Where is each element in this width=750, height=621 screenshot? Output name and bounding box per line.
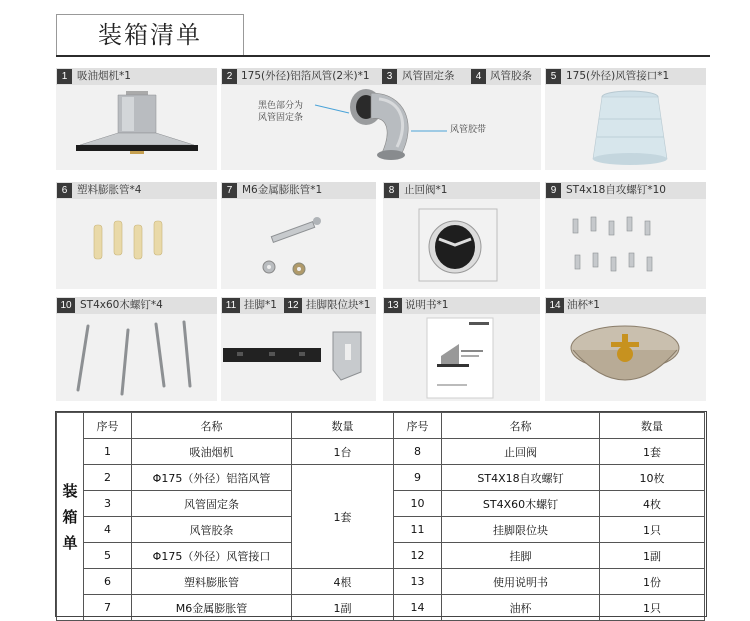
item-number-badge: 1 bbox=[57, 69, 72, 84]
item-cell-metal-anchor bbox=[221, 182, 376, 289]
cell-index: 13 bbox=[394, 569, 442, 595]
plastic-anchors-image bbox=[56, 199, 217, 289]
cell-index: 12 bbox=[394, 543, 442, 569]
cell-name: 使用说明书 bbox=[442, 569, 600, 595]
item-number-badge: 13 bbox=[384, 298, 402, 313]
cell-index: 6 bbox=[84, 569, 132, 595]
item-cell-duct bbox=[221, 68, 541, 170]
item-caption-bar bbox=[383, 297, 540, 314]
item-caption: M6金属膨胀管*1 bbox=[242, 184, 323, 196]
cell-index: 2 bbox=[84, 465, 132, 491]
header-qty: 数量 bbox=[600, 413, 705, 439]
cell-name: Φ175（外径）风管接口 bbox=[132, 543, 292, 569]
item-cell-wood-screws bbox=[56, 297, 217, 401]
item-cell-self-tapping-screws bbox=[545, 182, 706, 289]
cell-name: 塑料膨胀管 bbox=[132, 569, 292, 595]
item-number-badge: 5 bbox=[546, 69, 561, 84]
table-row bbox=[57, 595, 705, 621]
item-caption-bar bbox=[545, 182, 706, 199]
duct-connector-image bbox=[545, 85, 706, 170]
item-cell-oil-cup bbox=[545, 297, 706, 401]
item-number-badge: 4 bbox=[471, 69, 486, 84]
cell-name: ST4X60木螺钉 bbox=[442, 491, 600, 517]
item-caption: 油杯*1 bbox=[567, 299, 600, 311]
cell-index: 3 bbox=[84, 491, 132, 517]
packing-list-side-label: 装 箱 单 bbox=[57, 413, 84, 621]
title-box bbox=[56, 14, 244, 56]
item-cell-duct-connector bbox=[545, 68, 706, 170]
packing-list-table bbox=[56, 412, 705, 621]
item-caption: 吸油烟机*1 bbox=[77, 70, 131, 82]
cell-index: 5 bbox=[84, 543, 132, 569]
header-name: 名称 bbox=[132, 413, 292, 439]
item-caption: 止回阀*1 bbox=[404, 184, 448, 196]
cell-name: 挂脚限位块 bbox=[442, 517, 600, 543]
header-qty: 数量 bbox=[292, 413, 394, 439]
item-number-badge: 14 bbox=[546, 298, 564, 313]
item-caption-bar bbox=[221, 182, 376, 199]
cell-qty: 1台 bbox=[292, 439, 394, 465]
page-title: 装箱清单 bbox=[98, 21, 202, 49]
cell-name: 挂脚 bbox=[442, 543, 600, 569]
duct-image bbox=[221, 85, 541, 170]
oil-cup-image bbox=[545, 314, 706, 401]
item-caption-bar bbox=[545, 68, 706, 85]
item-caption: 175(外径)铝箔风管(2米)*1 bbox=[241, 70, 370, 82]
wood-screws-image bbox=[56, 314, 217, 401]
item-caption-bar bbox=[545, 297, 706, 314]
metal-anchor-image bbox=[221, 199, 376, 289]
table-row bbox=[57, 569, 705, 595]
cell-qty: 1副 bbox=[600, 543, 705, 569]
table-row bbox=[57, 439, 705, 465]
self-tapping-screws-image bbox=[545, 199, 706, 289]
item-number-badge: 11 bbox=[222, 298, 240, 313]
cell-qty-merged: 1套 bbox=[292, 465, 394, 569]
cell-qty: 1只 bbox=[600, 517, 705, 543]
cell-name: ST4X18自攻螺钉 bbox=[442, 465, 600, 491]
cell-index: 1 bbox=[84, 439, 132, 465]
item-cell-bracket bbox=[221, 297, 376, 401]
cell-name: 吸油烟机 bbox=[132, 439, 292, 465]
cell-index: 10 bbox=[394, 491, 442, 517]
duct-annotation-2: 风管固定条 bbox=[258, 113, 304, 123]
item-cell-manual bbox=[383, 297, 540, 401]
table-row bbox=[57, 465, 705, 491]
item-caption-bar bbox=[56, 182, 217, 199]
cell-index: 8 bbox=[394, 439, 442, 465]
item-number-badge: 7 bbox=[222, 183, 237, 198]
item-number-badge: 2 bbox=[222, 69, 237, 84]
item-caption: ST4x18自攻螺钉*10 bbox=[566, 184, 666, 196]
cell-name: Φ175（外径）铝箔风管 bbox=[132, 465, 292, 491]
cell-index: 11 bbox=[394, 517, 442, 543]
table-header-row bbox=[57, 413, 705, 439]
item-number-badge: 6 bbox=[57, 183, 72, 198]
item-caption-bar bbox=[56, 297, 217, 314]
item-number-badge: 8 bbox=[384, 183, 399, 198]
header-index: 序号 bbox=[394, 413, 442, 439]
item-number-badge: 3 bbox=[382, 69, 397, 84]
cell-name: 油杯 bbox=[442, 595, 600, 621]
item-caption: ST4x60木螺钉*4 bbox=[80, 299, 163, 311]
range-hood-image bbox=[56, 85, 217, 170]
cell-qty: 10枚 bbox=[600, 465, 705, 491]
item-caption: 塑料膨胀管*4 bbox=[77, 184, 142, 196]
item-caption: 风管胶条 bbox=[490, 70, 532, 82]
item-cell-check-valve bbox=[383, 182, 540, 289]
cell-qty: 1副 bbox=[292, 595, 394, 621]
item-number-badge: 9 bbox=[546, 183, 561, 198]
cell-qty: 1套 bbox=[600, 439, 705, 465]
item-number-badge: 12 bbox=[284, 298, 302, 313]
item-cell-plastic-anchors bbox=[56, 182, 217, 289]
item-caption: 风管固定条 bbox=[402, 70, 455, 82]
cell-name: 风管胶条 bbox=[132, 517, 292, 543]
header-index: 序号 bbox=[84, 413, 132, 439]
header-name: 名称 bbox=[442, 413, 600, 439]
cell-index: 9 bbox=[394, 465, 442, 491]
cell-qty: 1份 bbox=[600, 569, 705, 595]
cell-name: 止回阀 bbox=[442, 439, 600, 465]
item-caption-bar bbox=[221, 68, 541, 85]
item-number-badge: 10 bbox=[57, 298, 75, 313]
cell-index: 7 bbox=[84, 595, 132, 621]
item-caption-bar bbox=[221, 297, 376, 314]
cell-name: 风管固定条 bbox=[132, 491, 292, 517]
check-valve-image bbox=[383, 199, 540, 289]
cell-qty: 4枚 bbox=[600, 491, 705, 517]
title-underline bbox=[56, 55, 710, 57]
cell-qty: 1只 bbox=[600, 595, 705, 621]
bracket-image bbox=[221, 314, 376, 401]
cell-index: 4 bbox=[84, 517, 132, 543]
item-caption: 挂脚限位块*1 bbox=[306, 299, 371, 311]
duct-annotation-3: 风管胶带 bbox=[450, 125, 487, 135]
duct-annotation-1: 黑色部分为 bbox=[258, 101, 304, 111]
item-caption: 说明书*1 bbox=[405, 299, 449, 311]
item-caption-bar bbox=[56, 68, 217, 85]
cell-index: 14 bbox=[394, 595, 442, 621]
manual-image bbox=[383, 314, 540, 401]
item-caption: 挂脚*1 bbox=[244, 299, 277, 311]
cell-name: M6金属膨胀管 bbox=[132, 595, 292, 621]
item-caption-bar bbox=[383, 182, 540, 199]
item-cell-range-hood bbox=[56, 68, 217, 170]
item-caption: 175(外径)风管接口*1 bbox=[566, 70, 670, 82]
cell-qty: 4根 bbox=[292, 569, 394, 595]
